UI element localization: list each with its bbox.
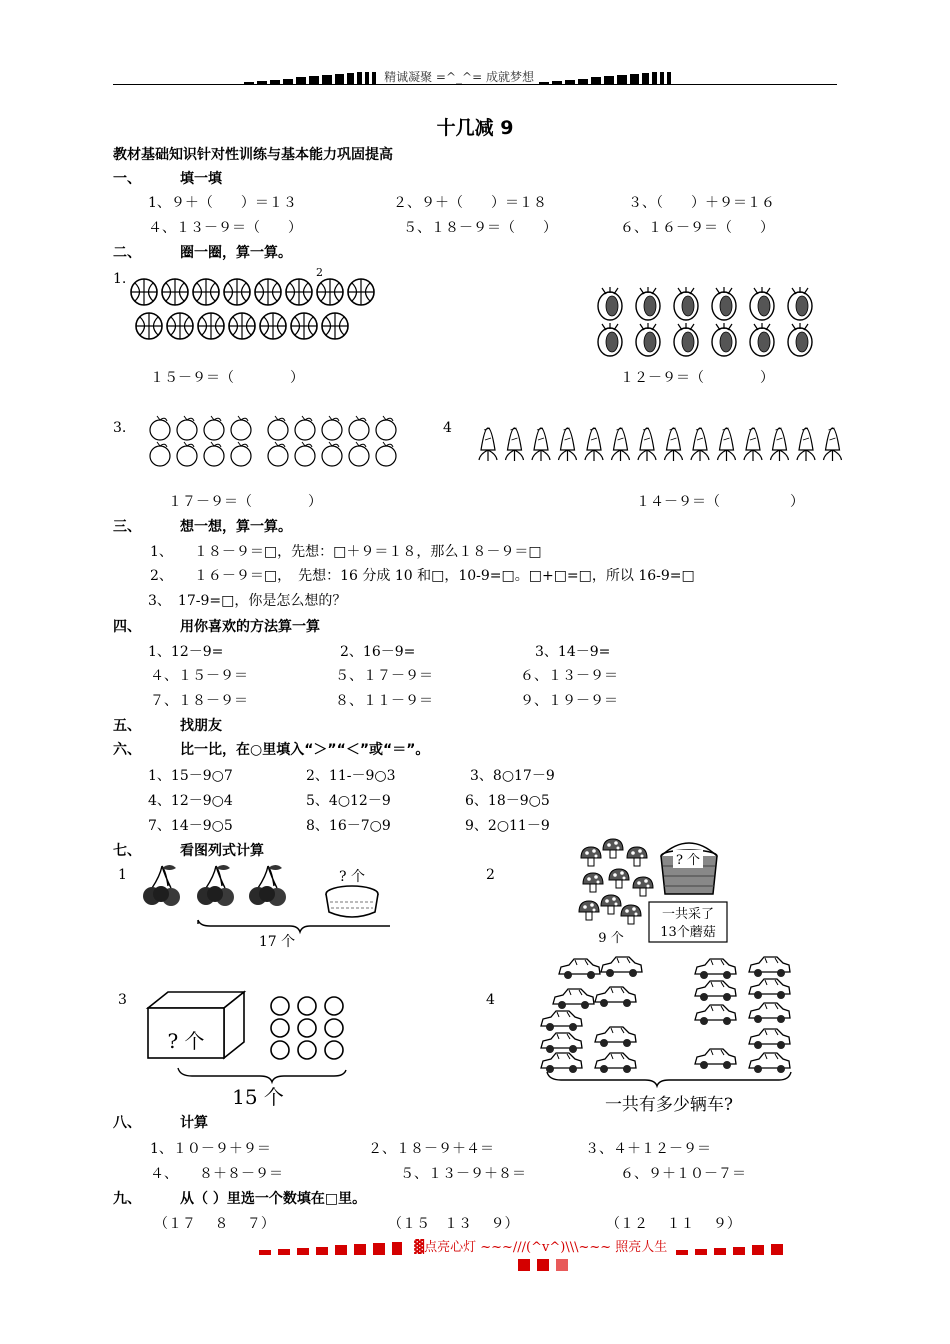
s1-item-1: 1、９＋（ ）＝１３	[148, 195, 297, 211]
mushroom-icon	[579, 901, 599, 920]
basketball-icon	[322, 313, 348, 339]
apple-icon	[231, 442, 251, 466]
mushroom-icon	[581, 847, 601, 866]
car-icon	[695, 1049, 736, 1069]
corn-icon	[712, 287, 736, 320]
mushrooms-figure	[575, 836, 735, 948]
apple-icon	[322, 442, 342, 466]
s4-item-5: ５、１７－９＝	[335, 668, 433, 684]
car-icon	[749, 1029, 790, 1049]
cherries-figure	[140, 860, 390, 952]
circle-icon	[298, 997, 316, 1015]
carrot-icon	[718, 428, 736, 461]
s4-title: 用你喜欢的方法算一算	[180, 619, 320, 635]
header-rule	[113, 84, 837, 85]
carrot-icon	[824, 428, 842, 461]
basketball-icon	[286, 279, 312, 305]
s2-eq-4: １４－９＝（ ）	[636, 494, 804, 510]
carrot-icon	[797, 428, 815, 461]
s9-num: 九、	[113, 1191, 141, 1207]
corn-icon	[750, 323, 774, 356]
footer-text: ▓点亮心灯 ~~~///(^v^)\\\~~~ 照亮人生	[414, 1240, 668, 1255]
apple-icon	[295, 416, 315, 440]
fig1-basket-label: ? 个	[339, 869, 365, 885]
s6-num: 六、	[113, 742, 141, 758]
car-icon	[541, 1053, 582, 1073]
s7-label-1: 1	[118, 867, 127, 883]
basketball-icon	[131, 279, 157, 305]
corn-icon	[788, 323, 812, 356]
car-icon	[695, 981, 736, 1001]
s4-item-7: ７、１８－９＝	[150, 693, 248, 709]
carrot-icon	[691, 428, 709, 461]
s8-title: 计算	[180, 1115, 208, 1131]
car-icon	[749, 1053, 790, 1073]
apple-icon	[295, 442, 315, 466]
basketball-icon	[198, 313, 224, 339]
s3-line-1: 1、 １８－９＝□，先想：□＋９＝１８，那么１８－９＝□	[150, 544, 542, 560]
subtitle: 教材基础知识针对性训练与基本能力巩固提高	[113, 147, 393, 163]
mushroom-icon	[621, 905, 641, 924]
s2-title: 圈一圈，算一算。	[180, 245, 292, 261]
s7-title: 看图列式计算	[180, 843, 264, 859]
apples-figure	[146, 414, 402, 470]
car-icon	[595, 1027, 636, 1047]
apple-icon	[177, 442, 197, 466]
apple-icon	[349, 416, 369, 440]
s2-eq-1: １５－９＝（ ）	[150, 370, 304, 386]
s1-item-2: ２、９＋（ ）＝１８	[393, 195, 547, 211]
fig2-note-1: 一共采了	[661, 907, 715, 922]
footer-bars-right	[676, 1236, 790, 1255]
s9-group-3: （１２ １１ ９）	[606, 1216, 741, 1232]
car-icon	[541, 1033, 582, 1053]
apple-icon	[150, 416, 170, 440]
carrot-icon	[771, 428, 789, 461]
s7-label-3: 3	[118, 992, 127, 1008]
s4-item-9: ９、１９－９＝	[520, 693, 618, 709]
s6-item-7: 7、14－9○5	[148, 818, 233, 834]
fig4-question: 一共有多少辆车?	[604, 1095, 734, 1115]
s8-item-5: ５、１３－９＋８＝	[400, 1166, 526, 1182]
s4-item-1: 1、12－9=	[148, 644, 224, 660]
circle-icon	[298, 1041, 316, 1059]
s1-num: 一、	[113, 171, 141, 187]
page-title: 十几减 9	[436, 117, 514, 139]
mushroom-icon	[609, 869, 629, 888]
carrot-icon	[665, 428, 683, 461]
car-icon	[541, 1011, 582, 1031]
carrot-icon	[744, 428, 762, 461]
corn-icon	[636, 323, 660, 356]
s4-item-4: ４、１５－９＝	[150, 668, 248, 684]
corn-icon	[598, 287, 622, 320]
footer-bars-second-row	[518, 1252, 575, 1271]
s2-num: 二、	[113, 245, 141, 261]
basketball-icon	[193, 279, 219, 305]
basketballs-figure	[128, 276, 388, 342]
fig3-box-label: ? 个	[167, 1029, 205, 1053]
corn-icon	[712, 323, 736, 356]
carrot-icon	[638, 428, 656, 461]
carrot-icon	[559, 428, 577, 461]
s4-item-6: ６、１３－９＝	[520, 668, 618, 684]
apple-icon	[349, 442, 369, 466]
carrot-icon	[585, 428, 603, 461]
s6-item-4: 4、12－9○4	[148, 793, 233, 809]
s2-eq-3: １７－９＝（ ）	[168, 494, 322, 510]
s1-item-4: ４、１３－９＝（ ）	[148, 220, 302, 236]
basketball-icon	[167, 313, 193, 339]
car-icon	[595, 987, 636, 1007]
apple-icon	[268, 416, 288, 440]
carrot-icon	[506, 428, 524, 461]
basketball-icon	[255, 279, 281, 305]
s8-item-1: 1、１０－９＋９＝	[150, 1141, 271, 1157]
basketball-icon	[136, 313, 162, 339]
basketball-icon	[260, 313, 286, 339]
s4-item-3: 3、14－9=	[535, 644, 611, 660]
s1-item-5: ５、１８－９＝（ ）	[403, 220, 557, 236]
s6-item-8: 8、16－7○9	[306, 818, 391, 834]
s8-item-4: ４、 ８＋８－９＝	[150, 1166, 283, 1182]
car-icon	[695, 1005, 736, 1025]
corn-icon	[674, 287, 698, 320]
corn-icon	[674, 323, 698, 356]
apple-icon	[322, 416, 342, 440]
s3-line-2: 2、 １６－９＝□， 先想：16 分成 10 和□，10-9=□。□+□=□，所以 16-9=□	[150, 568, 695, 584]
fig2-basket-label: ? 个	[675, 853, 701, 868]
s4-num: 四、	[113, 619, 141, 635]
s8-item-3: ３、４＋１２－９＝	[585, 1141, 711, 1157]
s8-num: 八、	[113, 1115, 141, 1131]
s3-line-3: 3、 17-9=□，你是怎么想的？	[148, 593, 347, 609]
s6-item-2: 2、11-－9○3	[306, 768, 396, 784]
s7-label-2: 2	[486, 867, 495, 883]
s6-title: 比一比，在○里填入“＞”“＜”或“＝”。	[180, 742, 430, 758]
s3-title: 想一想，算一算。	[180, 519, 292, 535]
car-icon	[749, 979, 790, 999]
s1-item-3: ３、（ ）＋９＝１６	[628, 195, 775, 211]
fig1-total: 17 个	[258, 934, 296, 950]
mushroom-icon	[601, 895, 621, 914]
s5-title: 找朋友	[180, 718, 222, 734]
s3-num: 三、	[113, 519, 141, 535]
mushroom-icon	[603, 839, 623, 858]
corn-icon	[788, 287, 812, 320]
s6-item-6: 6、18－9○5	[465, 793, 550, 809]
s2-eq-2: １２－９＝（ ）	[620, 370, 774, 386]
car-icon	[695, 959, 736, 979]
s2-label-2: 2	[316, 266, 323, 279]
s4-item-2: 2、16－9=	[340, 644, 416, 660]
apple-icon	[177, 416, 197, 440]
apple-icon	[150, 442, 170, 466]
circle-icon	[271, 1041, 289, 1059]
footer-bars-left	[259, 1236, 414, 1255]
basketball-icon	[224, 279, 250, 305]
s2-label-1: 1.	[113, 271, 127, 287]
carrots-figure	[474, 404, 854, 468]
circle-icon	[271, 1019, 289, 1037]
carrot-icon	[532, 428, 550, 461]
basketball-icon	[317, 279, 343, 305]
car-icon	[749, 957, 790, 977]
apple-icon	[231, 416, 251, 440]
circle-icon	[325, 997, 343, 1015]
fig2-note-2: 13个蘑菇	[660, 925, 716, 940]
s9-group-2: （１５ １３ ９）	[388, 1216, 519, 1232]
s1-item-6: ６、１６－９＝（ ）	[620, 220, 774, 236]
car-icon	[595, 1053, 636, 1073]
s6-item-1: 1、15－9○7	[148, 768, 233, 784]
s8-item-6: ６、９＋１０－７＝	[620, 1166, 746, 1182]
s9-group-1: （１７ ８ ７）	[154, 1216, 275, 1232]
box-figure	[140, 990, 350, 1110]
header-bars-left	[244, 66, 379, 85]
mushroom-icon	[627, 847, 647, 866]
s2-label-4: 4	[443, 420, 452, 436]
basketball-icon	[229, 313, 255, 339]
s5-num: 五、	[113, 718, 141, 734]
circle-icon	[325, 1041, 343, 1059]
s9-title: 从（ ）里选一个数填在□里。	[180, 1191, 367, 1207]
fig3-total: 15 个	[232, 1085, 284, 1109]
basketball-icon	[291, 313, 317, 339]
carrot-icon	[612, 428, 630, 461]
header-bars-right	[539, 66, 674, 85]
circle-icon	[298, 1019, 316, 1037]
corn-icon	[636, 287, 660, 320]
circle-icon	[325, 1019, 343, 1037]
corn-figure	[592, 284, 822, 358]
corn-icon	[750, 287, 774, 320]
s6-item-3: 3、8○17－9	[470, 768, 555, 784]
car-icon	[553, 989, 594, 1009]
circle-icon	[271, 997, 289, 1015]
fig2-count: 9 个	[598, 931, 624, 946]
apple-icon	[204, 416, 224, 440]
apple-icon	[376, 416, 396, 440]
s7-num: 七、	[113, 843, 141, 859]
car-icon	[559, 959, 600, 979]
basketball-icon	[162, 279, 188, 305]
mushroom-icon	[633, 877, 653, 896]
apple-icon	[376, 442, 396, 466]
s2-label-3: 3.	[113, 420, 127, 436]
corn-icon	[598, 323, 622, 356]
cars-figure	[535, 956, 805, 1118]
basketball-icon	[348, 279, 374, 305]
s8-item-2: ２、１８－９＋４＝	[368, 1141, 494, 1157]
s1-title: 填一填	[180, 171, 222, 187]
car-icon	[749, 1003, 790, 1023]
header-text: 精诚凝聚 =^_^= 成就梦想	[384, 70, 534, 84]
page-header	[244, 66, 734, 82]
apple-icon	[268, 442, 288, 466]
s4-item-8: ８、１１－９＝	[335, 693, 433, 709]
car-icon	[601, 957, 642, 977]
s7-label-4: 4	[486, 992, 495, 1008]
apple-icon	[204, 442, 224, 466]
s6-item-5: 5、4○12－9	[306, 793, 391, 809]
mushroom-icon	[583, 873, 603, 892]
s6-item-9: 9、2○11－9	[465, 818, 550, 834]
carrot-icon	[479, 428, 497, 461]
